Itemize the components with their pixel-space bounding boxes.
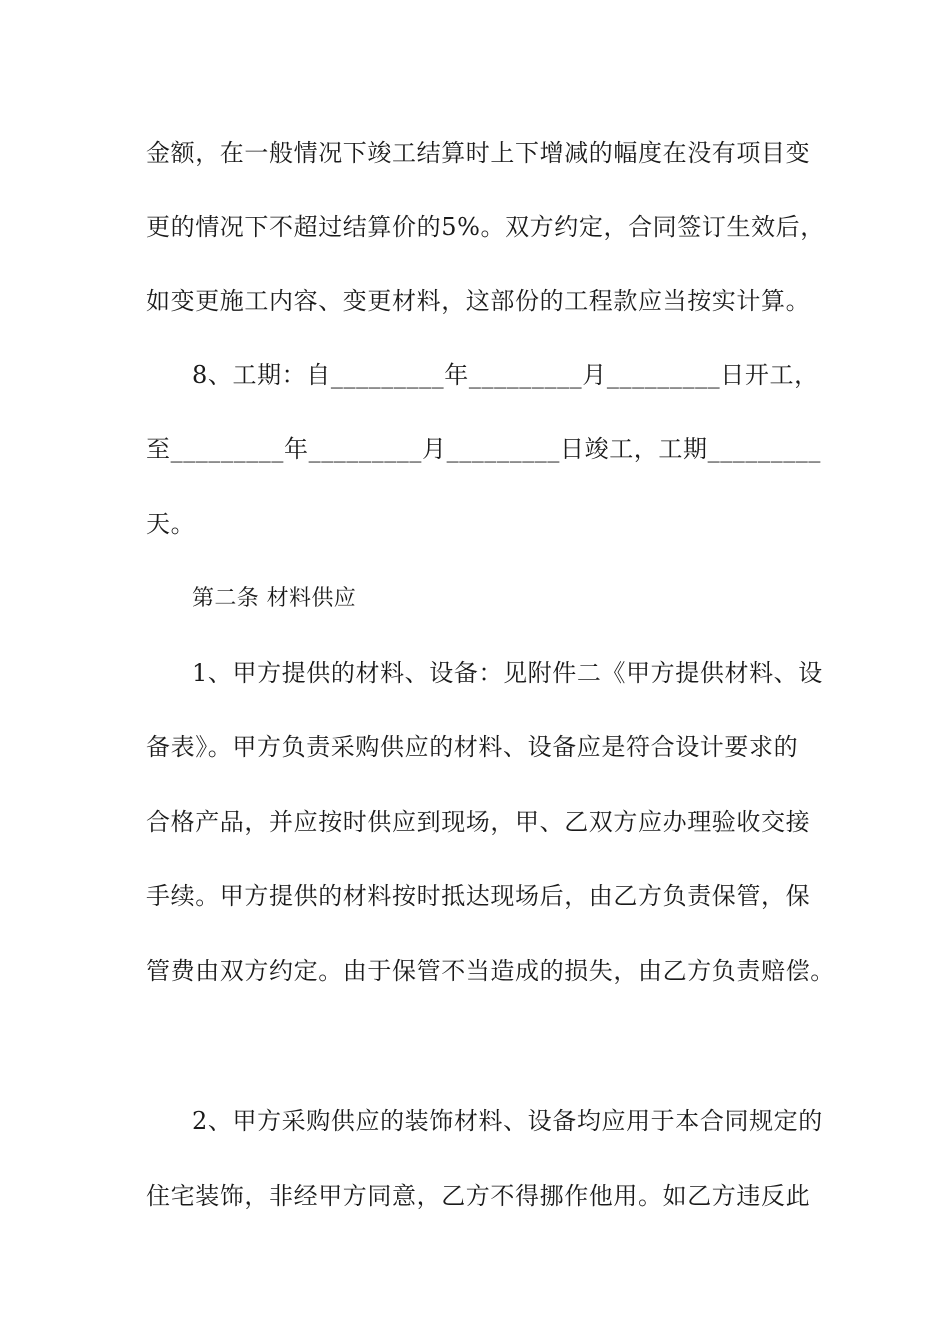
paragraph-line: 手续。甲方提供的材料按时抵达现场后，由乙方负责保管，保 <box>146 882 811 910</box>
paragraph-line: 2、甲方采购供应的装饰材料、设备均应用于本合同规定的 <box>192 1107 823 1135</box>
paragraph-line: 合格产品，并应按时供应到现场，甲、乙双方应办理验收交接 <box>146 808 811 836</box>
paragraph-line: 金额，在一般情况下竣工结算时上下增减的幅度在没有项目变 <box>146 139 811 167</box>
paragraph-line: 更的情况下不超过结算价的5%。双方约定，合同签订生效后， <box>146 213 825 241</box>
schedule-line: 8、工期：自_________年_________月_________日开工， <box>192 361 819 389</box>
paragraph-line: 天。 <box>146 510 196 538</box>
paragraph-line: 1、甲方提供的材料、设备：见附件二《甲方提供材料、设 <box>192 659 823 687</box>
paragraph-line: 管费由双方约定。由于保管不当造成的损失，由乙方负责赔偿。 <box>146 957 835 985</box>
section-heading: 第二条 材料供应 <box>192 586 357 611</box>
paragraph-line: 如变更施工内容、变更材料，这部份的工程款应当按实计算。 <box>146 287 811 315</box>
schedule-line: 至_________年_________月_________日竣工，工期_________ <box>146 435 821 463</box>
paragraph-line: 备表》。甲方负责采购供应的材料、设备应是符合设计要求的 <box>146 733 799 761</box>
paragraph-line: 住宅装饰，非经甲方同意，乙方不得挪作他用。如乙方违反此 <box>146 1182 811 1210</box>
